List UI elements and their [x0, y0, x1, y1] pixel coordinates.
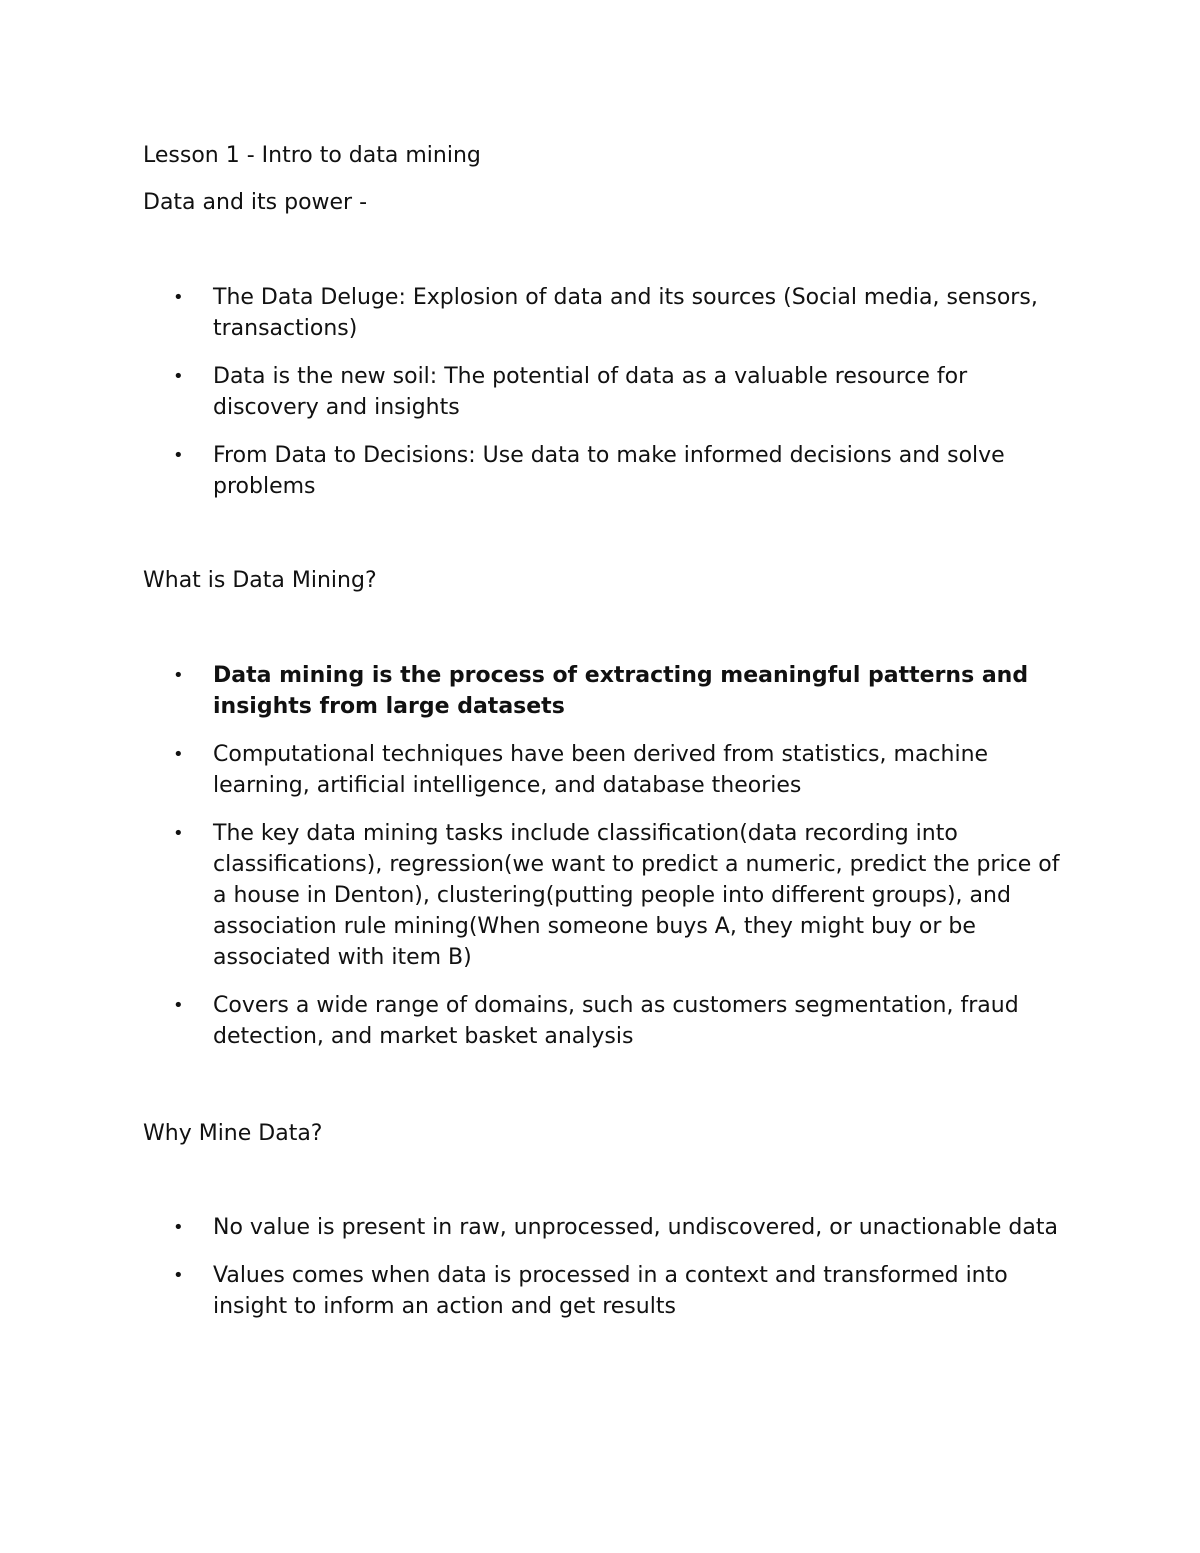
list-item-text: From Data to Decisions: Use data to make informed decisions and solve problems: [213, 443, 1005, 499]
list-item: [143, 739, 1073, 801]
list-item: [143, 818, 1073, 973]
bullet-icon: •: [173, 665, 184, 686]
list-item: [143, 1212, 1073, 1243]
document-title: Lesson 1 - Intro to data mining: [143, 143, 481, 168]
list-item-text: The Data Deluge: Explosion of data and its sources (Social media, sensors, transactions): [213, 285, 1038, 341]
bullet-icon: •: [173, 995, 184, 1016]
list-item: [143, 440, 1073, 502]
bullet-icon: •: [173, 1265, 184, 1286]
list-item: [143, 282, 1073, 344]
bullet-icon: •: [173, 744, 184, 765]
bullet-list-why-mine-data: [143, 1212, 1083, 1339]
list-item: [143, 990, 1073, 1052]
bullet-icon: •: [173, 445, 184, 466]
bullet-icon: •: [173, 287, 184, 308]
list-item-text: Data mining is the process of extracting meaningful patterns and insights from large datasets: [213, 663, 1029, 719]
section-heading-what-is-data-mining: What is Data Mining?: [143, 568, 377, 593]
list-item: [143, 660, 1073, 722]
bullet-icon: •: [173, 823, 184, 844]
bullet-icon: •: [173, 1217, 184, 1238]
list-item-text: Data is the new soil: The potential of data as a valuable resource for discovery and insights: [213, 364, 968, 420]
bullet-icon: •: [173, 366, 184, 387]
list-item-text: Values comes when data is processed in a context and transformed into insight to inform an action and get results: [213, 1263, 1008, 1319]
bullet-list-data-power: [143, 282, 1083, 519]
section-heading-why-mine-data: Why Mine Data?: [143, 1121, 323, 1146]
section-heading-data-power: Data and its power -: [143, 190, 368, 215]
list-item-text: Covers a wide range of domains, such as customers segmentation, fraud detection, and market basket analysis: [213, 993, 1019, 1049]
list-item: [143, 1260, 1073, 1322]
list-item-text: Computational techniques have been derived from statistics, machine learning, artificial intelligence, and database theories: [213, 742, 989, 798]
bullet-list-what-is-data-mining: [143, 660, 1083, 1069]
list-item: [143, 361, 1073, 423]
list-item-text: The key data mining tasks include classification(data recording into classifications), regression(we want to predict a numeric, predict the price of a house in Denton), clustering(putting people into different groups), and association rule mining(When someone buys A, they might buy or be associated with item B): [213, 821, 1060, 970]
list-item-text: No value is present in raw, unprocessed, undiscovered, or unactionable data: [213, 1215, 1058, 1240]
